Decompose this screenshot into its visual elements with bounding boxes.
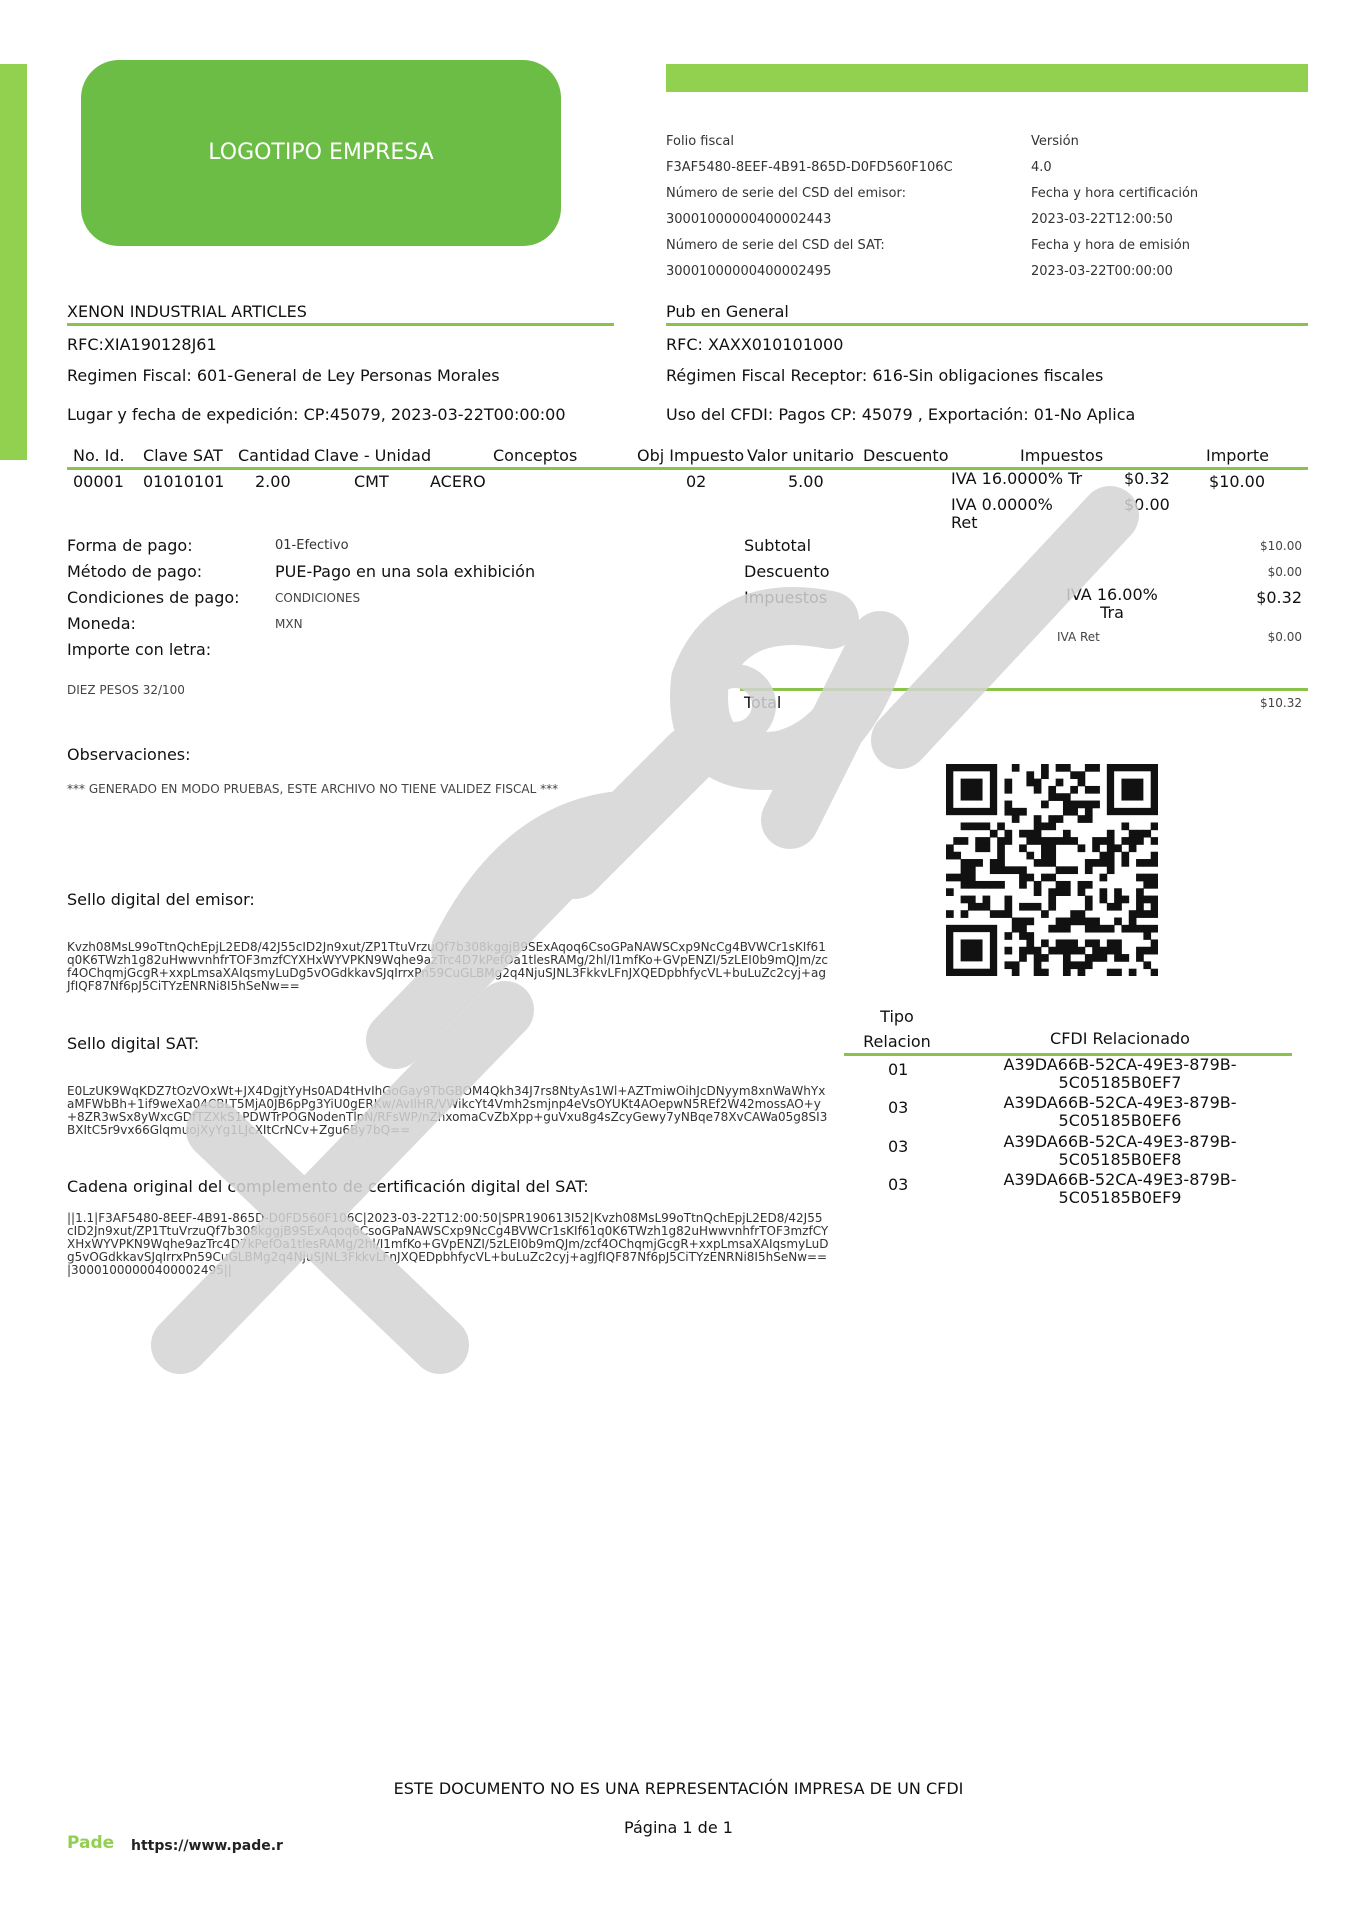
footer-brand-logo: Pade: [67, 1833, 115, 1853]
sello-sat-text: E0LzUK9WqKDZ7tOzVOxWt+JX4DgjtYyHs0AD4tHvIhGoGay9TbGBOM4Qkh34J7rs8NtyAs1Wl+AZTmiwOihJcDNyym8xnWaWhYxaMFWbBh+1if9weXa04CBLT5MjA0JB6pPg3YiU0gERKw/AvIlHR/VWikcYt4Vmh2smjnp4eVsOYUKt4AOepwN5REf2W42mossAO+y+8ZR3wSx8yWxcGDfTZXkS1PDWTrPOGNodenTlpN/RFsWP/nZhxomaCvZbXpp+guVxu8g4sZcyGewy7yNBqe78XvCAWa05g8SI3BXItC5r9vx66GlqmuojXyYg1LJcXItCrNCv+Zgu6By7bQ==: [67, 1084, 828, 1137]
footer-url-link[interactable]: https://www.pade.r: [131, 1838, 283, 1854]
footer-page: Página 1 de 1: [624, 1818, 733, 1837]
logo-text: LOGOTIPO EMPRESA: [208, 140, 434, 165]
emisor-lugar: Lugar y fecha de expedición: CP:45079, 2023-03-22T00:00:00: [67, 405, 566, 424]
col-header-importe: Importe: [1206, 446, 1269, 465]
row-obj: 02: [686, 472, 707, 491]
subtotal-label: Subtotal: [744, 536, 812, 555]
certificacion-value: 2023-03-22T12:00:50: [1031, 212, 1173, 227]
company-logo: [81, 60, 561, 246]
row-clave-sat: 01010101: [143, 472, 225, 491]
importe-letra-value: DIEZ PESOS 32/100: [67, 683, 185, 697]
sello-emisor-label: Sello digital del emisor:: [67, 890, 255, 909]
row-tax2-value: $0.00: [1124, 495, 1170, 514]
importe-letra-label: Importe con letra:: [67, 640, 212, 659]
iva-ret-value: $0.00: [1267, 630, 1302, 644]
emisor-name: XENON INDUSTRIAL ARTICLES: [67, 302, 307, 321]
iva-tra-label: IVA 16.00%: [1066, 585, 1158, 604]
rel-uuid-end: 5C05185B0EF9: [1058, 1188, 1182, 1207]
footer-disclaimer: ESTE DOCUMENTO NO ES UNA REPRESENTACIÓN IMPRESA DE UN CFDI: [393, 1779, 964, 1798]
rel-uuid-end: 5C05185B0EF7: [1058, 1073, 1182, 1092]
emision-value: 2023-03-22T00:00:00: [1031, 264, 1173, 279]
top-accent-bar: [666, 64, 1308, 92]
tipo-header: Tipo: [880, 1007, 914, 1026]
csd-sat-value: 30001000000400002495: [666, 264, 832, 279]
row-tax1-label: IVA 16.0000% Tr: [951, 469, 1083, 488]
relacion-header: Relacion: [863, 1032, 931, 1051]
emisor-divider: [67, 323, 614, 326]
receptor-divider: [666, 323, 1308, 326]
version-label: Versión: [1031, 134, 1079, 149]
iva-tra-value: $0.32: [1256, 588, 1302, 607]
rel-tipo: 03: [888, 1098, 909, 1117]
total-value: $10.32: [1260, 696, 1302, 710]
total-label: Total: [744, 693, 782, 712]
cadena-text: ||1.1|F3AF5480-8EEF-4B91-865D-D0FD560F106C|2023-03-22T12:00:50|SPR190613I52|Kvzh08MsL99oTtnQchEpjL2ED8/42J55cID2Jn9xut/ZP1TtuVrzuQf7b308kggjB9SExAqoq6CsoGPaNAWSCxp9NcCg4BVWCr1sKIf61q0K6TWzh1g82uHwwvnhfrTOF3mzfCYXHxWYVPKN9Wqhe9azTrc4D7kPefOa1tlesRAMg/2hl/I1mfKo+GVpENZI/5zLEI0b9mQJm/zcf4OChqmjGcgR+xxpLmsaXAIqsmyLuDg5vOGdkkavSJqIrrxPn59CuGLBMg2q4NjuSJNL3FkkvLFnJXQEDpbhfycVL+buLuZc2cyj+agJfIQF87Nf6pJ5CiTYzENRNi8I5hSeNw==|30001000000400002495||: [67, 1211, 829, 1277]
rel-uuid: A39DA66B-52CA-49E3-879B-: [1003, 1055, 1237, 1074]
moneda-label: Moneda:: [67, 614, 136, 633]
observaciones-label: Observaciones:: [67, 745, 191, 764]
receptor-rfc: RFC: XAXX010101000: [666, 335, 844, 354]
forma-pago-value: 01-Efectivo: [275, 538, 349, 553]
descuento-value: $0.00: [1267, 565, 1302, 579]
col-header-id: No. Id.: [73, 446, 125, 465]
condiciones-value: CONDICIONES: [275, 591, 361, 605]
row-id: 00001: [73, 472, 124, 491]
csd-sat-label: Número de serie del CSD del SAT:: [666, 238, 885, 253]
rel-uuid-end: 5C05185B0EF8: [1058, 1150, 1182, 1169]
observaciones-text: *** GENERADO EN MODO PRUEBAS, ESTE ARCHIVO NO TIENE VALIDEZ FISCAL ***: [67, 782, 559, 796]
forma-pago-label: Forma de pago:: [67, 536, 193, 555]
moneda-value: MXN: [275, 617, 303, 631]
emision-label: Fecha y hora de emisión: [1031, 238, 1190, 253]
rel-uuid-end: 5C05185B0EF6: [1058, 1111, 1182, 1130]
row-importe: $10.00: [1209, 472, 1265, 491]
condiciones-label: Condiciones de pago:: [67, 588, 240, 607]
version-value: 4.0: [1031, 160, 1052, 175]
row-cantidad: 2.00: [255, 472, 291, 491]
rel-uuid: A39DA66B-52CA-49E3-879B-: [1003, 1170, 1237, 1189]
rel-uuid: A39DA66B-52CA-49E3-879B-: [1003, 1132, 1237, 1151]
rel-tipo: 01: [888, 1060, 909, 1079]
receptor-name: Pub en General: [666, 302, 789, 321]
col-header-descuento: Descuento: [863, 446, 949, 465]
col-header-valor-unitario: Valor unitario: [747, 446, 855, 465]
col-header-obj-impuesto: Obj Impuesto: [637, 446, 745, 465]
row-valor: 5.00: [788, 472, 824, 491]
row-concepto: ACERO: [430, 472, 486, 491]
sello-emisor-text: Kvzh08MsL99oTtnQchEpjL2ED8/42J55cID2Jn9xut/ZP1TtuVrzuQf7b308kggjB9SExAqoq6CsoGPaNAWSCxp9NcCg4BVWCr1sKIf61q0K6TWzh1g82uHwwvnhfrTOF3mzfCYXHxWYVPKN9Wqhe9azTrc4D7kPefOa1tlesRAMg/2hl/I1mfKo+GVpENZI/5zLEI0b9mQJm/zcf4OChqmjGcgR+xxpLmsaXAIqsmyLuDg5vOGdkkavSJqIrrxPn59CuGLBMg2q4NjuSJNL3FkkvLFnJXQEDpbhfycVL+buLuZc2cyj+agJfIQF87Nf6pJ5CiTYzENRNi8I5hSeNw==: [67, 940, 829, 993]
impuestos-label: Impuestos: [744, 588, 828, 607]
rel-tipo: 03: [888, 1137, 909, 1156]
row-tax2-label: IVA 0.0000%: [951, 495, 1053, 514]
qr-code-icon: [946, 764, 1158, 976]
col-header-conceptos: Conceptos: [493, 446, 578, 465]
receptor-regimen: Régimen Fiscal Receptor: 616-Sin obligaciones fiscales: [666, 366, 1104, 385]
col-header-cantidad: Cantidad: [238, 446, 310, 465]
emisor-rfc: RFC:XIA190128J61: [67, 335, 217, 354]
rel-uuid: A39DA66B-52CA-49E3-879B-: [1003, 1093, 1237, 1112]
row-tax2-label-ret: Ret: [951, 513, 978, 532]
metodo-pago-label: Método de pago:: [67, 562, 203, 581]
col-header-clave-sat: Clave SAT: [143, 446, 223, 465]
iva-tra-label-tra: Tra: [1100, 603, 1124, 622]
subtotal-value: $10.00: [1260, 539, 1302, 553]
row-tax1-value: $0.32: [1124, 469, 1170, 488]
metodo-pago-value: PUE-Pago en una sola exhibición: [275, 562, 536, 581]
csd-emisor-value: 30001000000400002443: [666, 212, 832, 227]
col-header-unidad: Clave - Unidad: [314, 446, 432, 465]
rel-tipo: 03: [888, 1175, 909, 1194]
total-divider: [740, 688, 1308, 691]
cfdi-relacionado-header: CFDI Relacionado: [1050, 1029, 1190, 1048]
emisor-regimen: Regimen Fiscal: 601-General de Ley Personas Morales: [67, 366, 500, 385]
descuento-label: Descuento: [744, 562, 830, 581]
iva-ret-label: IVA Ret: [1057, 630, 1100, 644]
cadena-label: Cadena original del complemento de certificación digital del SAT:: [67, 1177, 589, 1196]
table-header-divider: [67, 467, 1308, 470]
csd-emisor-label: Número de serie del CSD del emisor:: [666, 186, 906, 201]
sello-sat-label: Sello digital SAT:: [67, 1034, 200, 1053]
col-header-impuestos: Impuestos: [1020, 446, 1104, 465]
folio-value: F3AF5480-8EEF-4B91-865D-D0FD560F106C: [666, 160, 953, 175]
left-accent-bar: [0, 64, 27, 460]
folio-label: Folio fiscal: [666, 134, 734, 149]
row-unidad: CMT: [354, 472, 389, 491]
certificacion-label: Fecha y hora certificación: [1031, 186, 1199, 201]
receptor-uso: Uso del CFDI: Pagos CP: 45079 , Exportación: 01-No Aplica: [666, 405, 1136, 424]
